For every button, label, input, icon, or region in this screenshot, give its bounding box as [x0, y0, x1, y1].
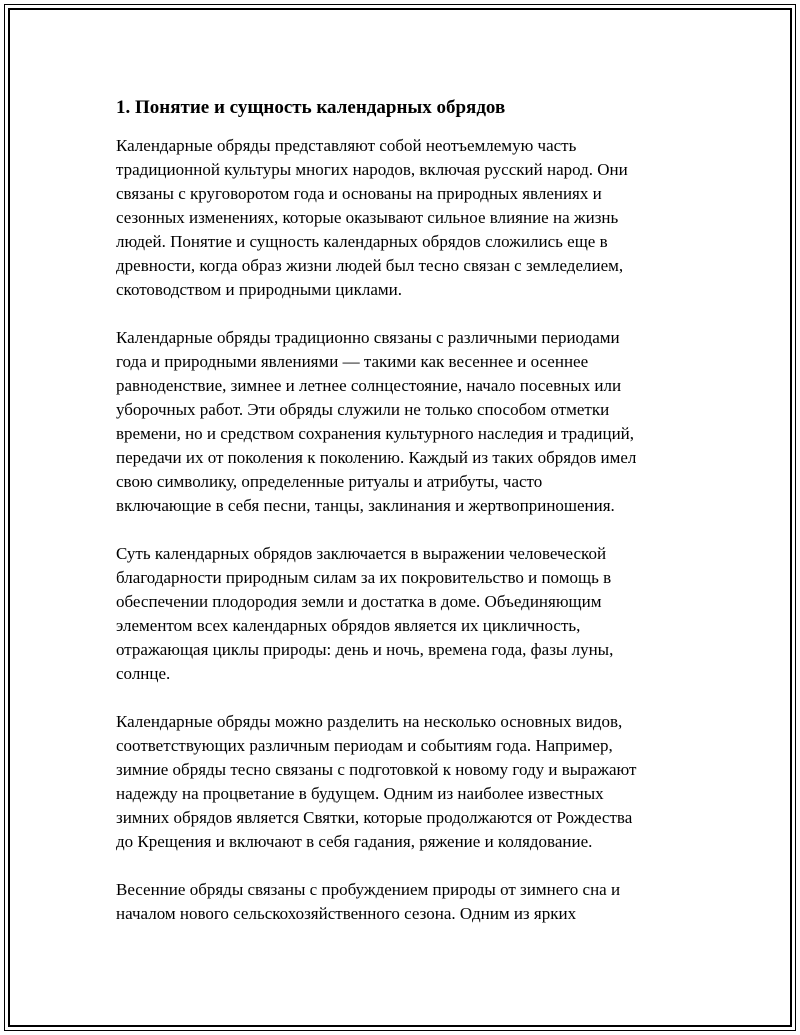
text-line: надежду на процветание в будущем. Одним из наиболее известных	[116, 784, 604, 803]
text-line: до Крещения и включают в себя гадания, ряжение и колядование.	[116, 832, 593, 851]
text-line: сезонных изменениях, которые оказывают сильное влияние на жизнь	[116, 208, 619, 227]
text-line: уборочных работ. Эти обряды служили не только способом отметки	[116, 400, 610, 419]
text-line: началом нового сельскохозяйственного сезона. Одним из ярких	[116, 904, 577, 923]
text-line: людей. Понятие и сущность календарных обрядов сложились еще в	[116, 232, 608, 251]
text-line: благодарности природным силам за их покровительство и помощь в	[116, 568, 612, 587]
text-line: Суть календарных обрядов заключается в выражении человеческой	[116, 544, 607, 563]
text-line: Календарные обряды традиционно связаны с различными периодами	[116, 328, 620, 347]
text-line: года и природными явлениями — такими как весеннее и осеннее	[116, 352, 589, 371]
text-line: элементом всех календарных обрядов является их цикличность,	[116, 616, 581, 635]
text-line: Календарные обряды можно разделить на несколько основных видов,	[116, 712, 623, 731]
paragraph-5	[116, 878, 716, 926]
text-line: передачи их от поколения к поколению. Каждый из таких обрядов имел	[116, 448, 637, 467]
text-line: соответствующих различным периодам и событиям года. Например,	[116, 736, 613, 755]
paragraph-3	[116, 542, 716, 686]
text-line: зимних обрядов является Святки, которые продолжаются от Рождества	[116, 808, 633, 827]
paragraph-4	[116, 710, 716, 854]
text-line: солнце.	[116, 664, 171, 683]
text-line: Весенние обряды связаны с пробуждением природы от зимнего сна и	[116, 880, 621, 899]
text-line: зимние обряды тесно связаны с подготовкой к новому году и выражают	[116, 760, 637, 779]
text-line: равноденствие, зимнее и летнее солнцестояние, начало посевных или	[116, 376, 622, 395]
section-heading: 1. Понятие и сущность календарных обрядов	[116, 97, 506, 118]
text-line: свою символику, определенные ритуалы и атрибуты, часто	[116, 472, 543, 491]
text-line: включающие в себя песни, танцы, заклинания и жертвоприношения.	[116, 496, 615, 515]
text-line: обеспечении плодородия земли и достатка в доме. Объединяющим	[116, 592, 602, 611]
document-body	[116, 96, 716, 950]
text-line: древности, когда образ жизни людей был тесно связан с земледелием,	[116, 256, 624, 275]
document-page	[4, 4, 796, 1031]
text-line: традиционной культуры многих народов, включая русский народ. Они	[116, 160, 628, 179]
text-line: связаны с круговоротом года и основаны на природных явлениях и	[116, 184, 602, 203]
text-line: Календарные обряды представляют собой неотъемлемую часть	[116, 136, 577, 155]
paragraph-2	[116, 326, 716, 518]
text-line: времени, но и средством сохранения культурного наследия и традиций,	[116, 424, 635, 443]
text-line: скотоводством и природными циклами.	[116, 280, 402, 299]
paragraph-1	[116, 134, 716, 302]
text-line: отражающая циклы природы: день и ночь, времена года, фазы луны,	[116, 640, 614, 659]
